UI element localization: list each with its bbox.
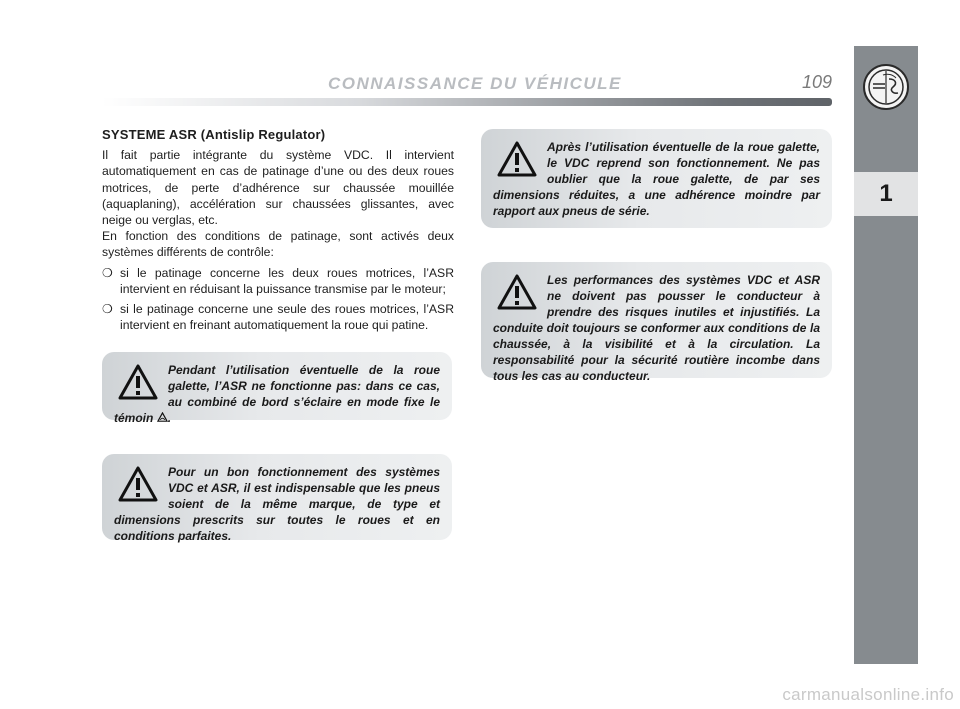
warning-box-tyres [102, 454, 452, 543]
page-number: 109 [801, 72, 832, 92]
header-rule [102, 98, 832, 106]
section-tab [854, 172, 918, 216]
section-number: 1 [879, 180, 893, 207]
warning-text-part: Pendant l’utilisation éventuelle de la roue galette, l’ASR ne fonctionne pas: dans ce cas, au combiné de bord s’éclaire en mode fixe le témoin [114, 363, 440, 425]
chapter-sidebar [854, 46, 918, 664]
warning-box-driver-responsibility [481, 262, 832, 383]
warning-triangle-icon [118, 466, 158, 502]
vdc-warning-light-icon [157, 412, 168, 423]
warning-text-part: . [167, 411, 172, 425]
warning-box-spare-wheel-vdc [481, 129, 832, 228]
warning-text [114, 362, 440, 426]
bullet-marker: ❍ [102, 302, 113, 317]
body-paragraph: Il fait partie intégrante du système VDC. Il intervient automatiquement en cas de patinage d’une ou des deux roues motrices, de perte d’adhérence sur chaussée mouillée (aquaplaning), accélération sur chaussées glissantes, avec neige ou verglas, etc. [102, 148, 454, 228]
watermark: carmanualsonline.info [782, 685, 954, 704]
warning-box-spare-wheel-asr [102, 352, 452, 425]
bullet-list [102, 265, 454, 334]
warning-text: Après l’utilisation éventuelle de la roue galette, le VDC reprend son fonctionnement. Ne pas oublier que la roue galette, de par ses dimensions réduites, a une adhérence moindre par rapport aux pneus de série. [493, 140, 820, 218]
list-item [102, 265, 454, 297]
warning-triangle-icon [497, 141, 537, 177]
warning-triangle-icon [118, 364, 158, 400]
list-item-text: si le patinage concerne les deux roues motrices, l’ASR intervient en réduisant la puissance transmise par le moteur; [120, 265, 454, 296]
list-item [102, 301, 454, 333]
alfa-romeo-logo-icon [862, 63, 910, 111]
body-paragraph: En fonction des conditions de patinage, sont activés deux systèmes différents de contrôle: [102, 229, 454, 260]
article-column [102, 127, 454, 337]
list-item-text: si le patinage concerne une seule des roues motrices, l’ASR intervient en freinant automatiquement la roue qui patine. [120, 302, 454, 333]
section-heading: SYSTEME ASR (Antislip Regulator) [102, 127, 326, 142]
warning-text: Pour un bon fonctionnement des systèmes VDC et ASR, il est indispensable que les pneus soient de la même marque, de type et dimensions prescrits sur toutes le roues et en conditions parfaites. [114, 465, 440, 543]
bullet-marker: ❍ [102, 265, 113, 280]
warning-text: Les performances des systèmes VDC et ASR ne doivent pas pousser le conducteur à prendre des risques inutiles et injustifiés. La conduite doit toujours se conformer aux conditions de la chaussée, à la visibilité et à la circulation. La responsabilité pour la sécurité routière incombe dans tous les cas au conducteur. [493, 273, 820, 383]
warning-triangle-icon [497, 274, 537, 310]
running-title: CONNAISSANCE DU VÉHICULE [328, 74, 622, 93]
